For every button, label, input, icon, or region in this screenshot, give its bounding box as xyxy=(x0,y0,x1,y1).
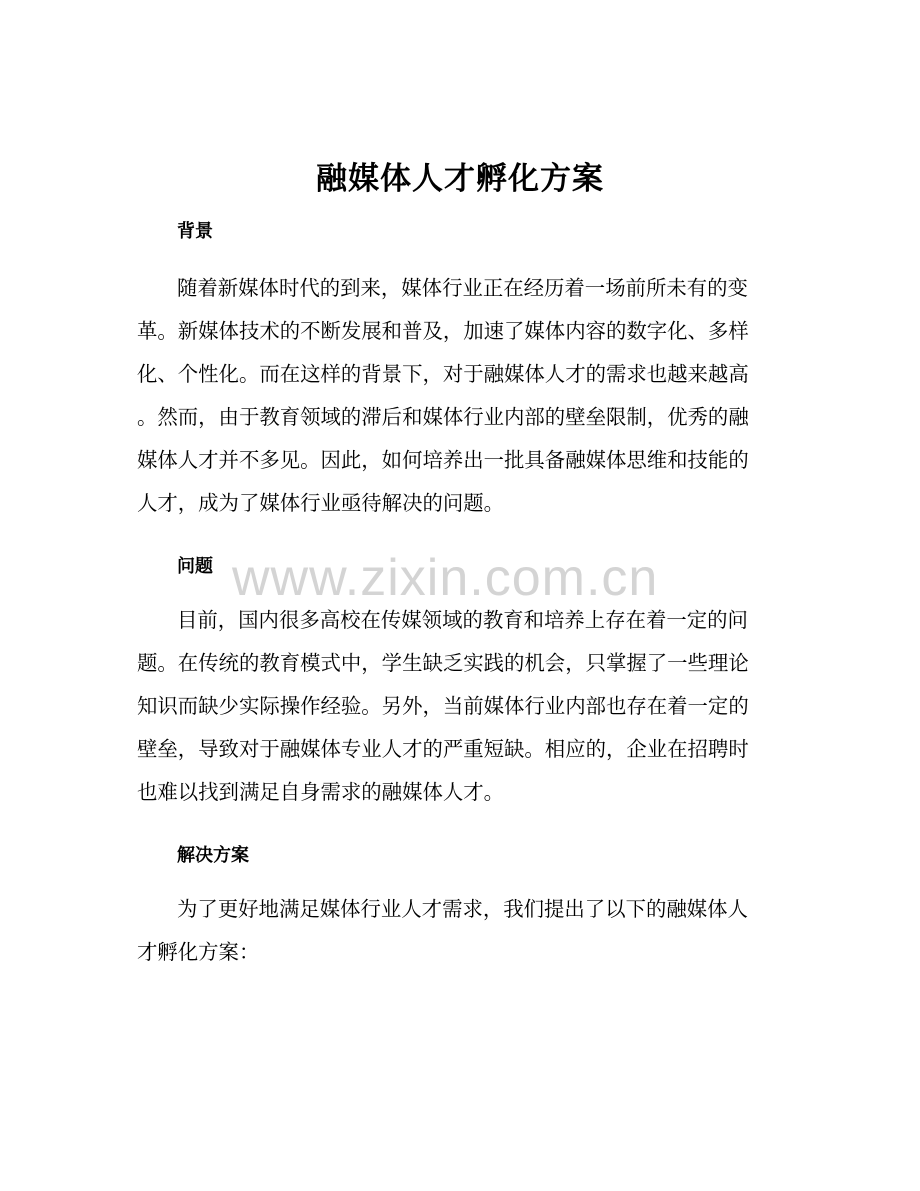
paragraph-line: 人才，成为了媒体行业亟待解决的问题。 xyxy=(137,491,505,515)
paragraph-line: 壁垒，导致对于融媒体专业人才的严重短缺。相应的，企业在招聘时 xyxy=(137,737,749,761)
paragraph-line: 化、个性化。而在这样的背景下，对于融媒体人才的需求也越来越高 xyxy=(137,362,749,386)
watermark: www.zixin.com.cn xyxy=(232,549,659,607)
paragraph-line: 为了更好地满足媒体行业人才需求，我们提出了以下的融媒体人 xyxy=(177,897,748,921)
paragraph-line: 目前，国内很多高校在传媒领域的教育和培养上存在着一定的问 xyxy=(177,608,748,632)
paragraph-line: 才孵化方案： xyxy=(137,940,260,964)
paragraph-line: 随着新媒体时代的到来，媒体行业正在经历着一场前所未有的变 xyxy=(177,276,748,300)
paragraph-line: 也难以找到满足自身需求的融媒体人才。 xyxy=(137,780,505,804)
paragraph-line: 题。在传统的教育模式中，学生缺乏实践的机会，只掌握了一些理论 xyxy=(137,651,749,675)
document-title: 融媒体人才孵化方案 xyxy=(316,161,604,197)
paragraph-line: 知识而缺少实际操作经验。另外，当前媒体行业内部也存在着一定的 xyxy=(137,694,749,718)
paragraph-line: 媒体人才并不多见。因此，如何培养出一批具备融媒体思维和技能的 xyxy=(137,448,749,472)
section-heading-problem: 问题 xyxy=(177,556,213,577)
paragraph-line: 。然而，由于教育领域的滞后和媒体行业内部的壁垒限制，优秀的融 xyxy=(137,405,749,429)
section-heading-background: 背景 xyxy=(177,221,213,242)
paragraph-line: 革。新媒体技术的不断发展和普及，加速了媒体内容的数字化、多样 xyxy=(137,319,749,343)
section-heading-solution: 解决方案 xyxy=(177,845,249,866)
